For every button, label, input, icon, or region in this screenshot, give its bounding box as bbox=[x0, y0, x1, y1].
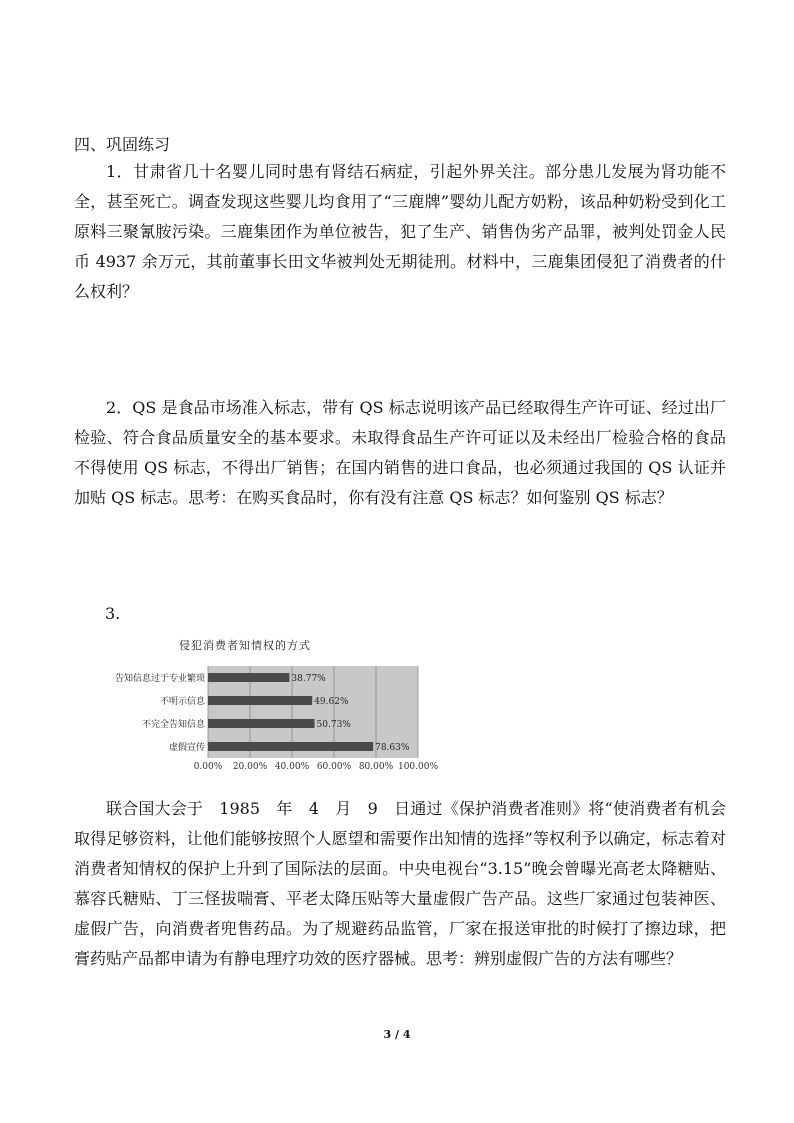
bar bbox=[208, 673, 289, 682]
category-label: 告知信息过于专业繁琐 bbox=[114, 674, 205, 684]
data-label: 50.73% bbox=[316, 720, 351, 730]
x-tick-label: 0.00% bbox=[193, 762, 223, 772]
data-label: 49.62% bbox=[314, 697, 349, 707]
question-2-text: 2．QS 是食品市场准入标志，带有 QS 标志说明该产品已经取得生产许可证、经过出厂检验、符合食品质量安全的基本要求。未取得食品生产许可证以及未经出厂检验合格的食品不得使用 QS 标志，不得出厂销售；在国内销售的进口食品，也必须通过我国的 QS 认证并加贴 QS 标志。思考：在购买食品时，你有没有注意 QS 标志？如何鉴别 QS 标志？ bbox=[74, 398, 726, 507]
section-heading: 四、巩固练习 bbox=[74, 135, 171, 154]
category-label: 不明示信息 bbox=[159, 697, 205, 707]
bar-chart bbox=[90, 634, 450, 779]
question-3-label: 3. bbox=[105, 604, 121, 623]
data-label: 78.63% bbox=[375, 743, 410, 753]
page-number: 3 / 4 bbox=[383, 1028, 411, 1041]
x-tick-label: 60.00% bbox=[316, 762, 352, 772]
data-label: 38.77% bbox=[291, 674, 326, 684]
chart-title: 侵犯消费者知情权的方式 bbox=[179, 639, 311, 652]
bar bbox=[208, 696, 312, 705]
category-label: 虚假宣传 bbox=[168, 743, 205, 753]
x-tick-label: 40.00% bbox=[274, 762, 310, 772]
question-1-text: 1．甘肃省几十名婴儿同时患有肾结石病症，引起外界关注。部分患儿发展为肾功能不全，甚至死亡。调查发现这些婴儿均食用了“三鹿牌”婴幼儿配方奶粉，该品种奶粉受到化工原料三聚氰胺污染。三鹿集团作为单位被告，犯了生产、销售伪劣产品罪，被判处罚金人民币 4937 余万元，其前董事长田文华被判处无期徒刑。材料中，三鹿集团侵犯了消费者的什么权利？ bbox=[74, 162, 726, 301]
question-3-text: 联合国大会于 1985 年 4 月 9 日通过《保护消费者准则》将“使消费者有机会取得足够资料，让他们能够按照个人愿望和需要作出知情的选择”等权利予以确定，标志着对消费者知情权的保护上升到了国际法的层面。中央电视台“3.15”晚会曾曝光高老太降糖贴、慕容氏糖贴、丁三怪拔喘膏、平老太降压贴等大量虚假广告产品。这些厂家通过包装神医、虚假广告，向消费者兜售药品。为了规避药品监管，厂家在报送审批的时候打了擦边球，把膏药贴产品都申请为有静电理疗功效的医疗器械。思考：辨别虚假广告的方法有哪些？ bbox=[74, 799, 726, 968]
x-tick-label: 100.00% bbox=[397, 762, 439, 772]
x-tick-label: 80.00% bbox=[358, 762, 394, 772]
bar bbox=[208, 719, 315, 728]
x-tick-label: 20.00% bbox=[232, 762, 268, 772]
category-label: 不完全告知信息 bbox=[141, 720, 205, 730]
bar bbox=[208, 742, 373, 751]
